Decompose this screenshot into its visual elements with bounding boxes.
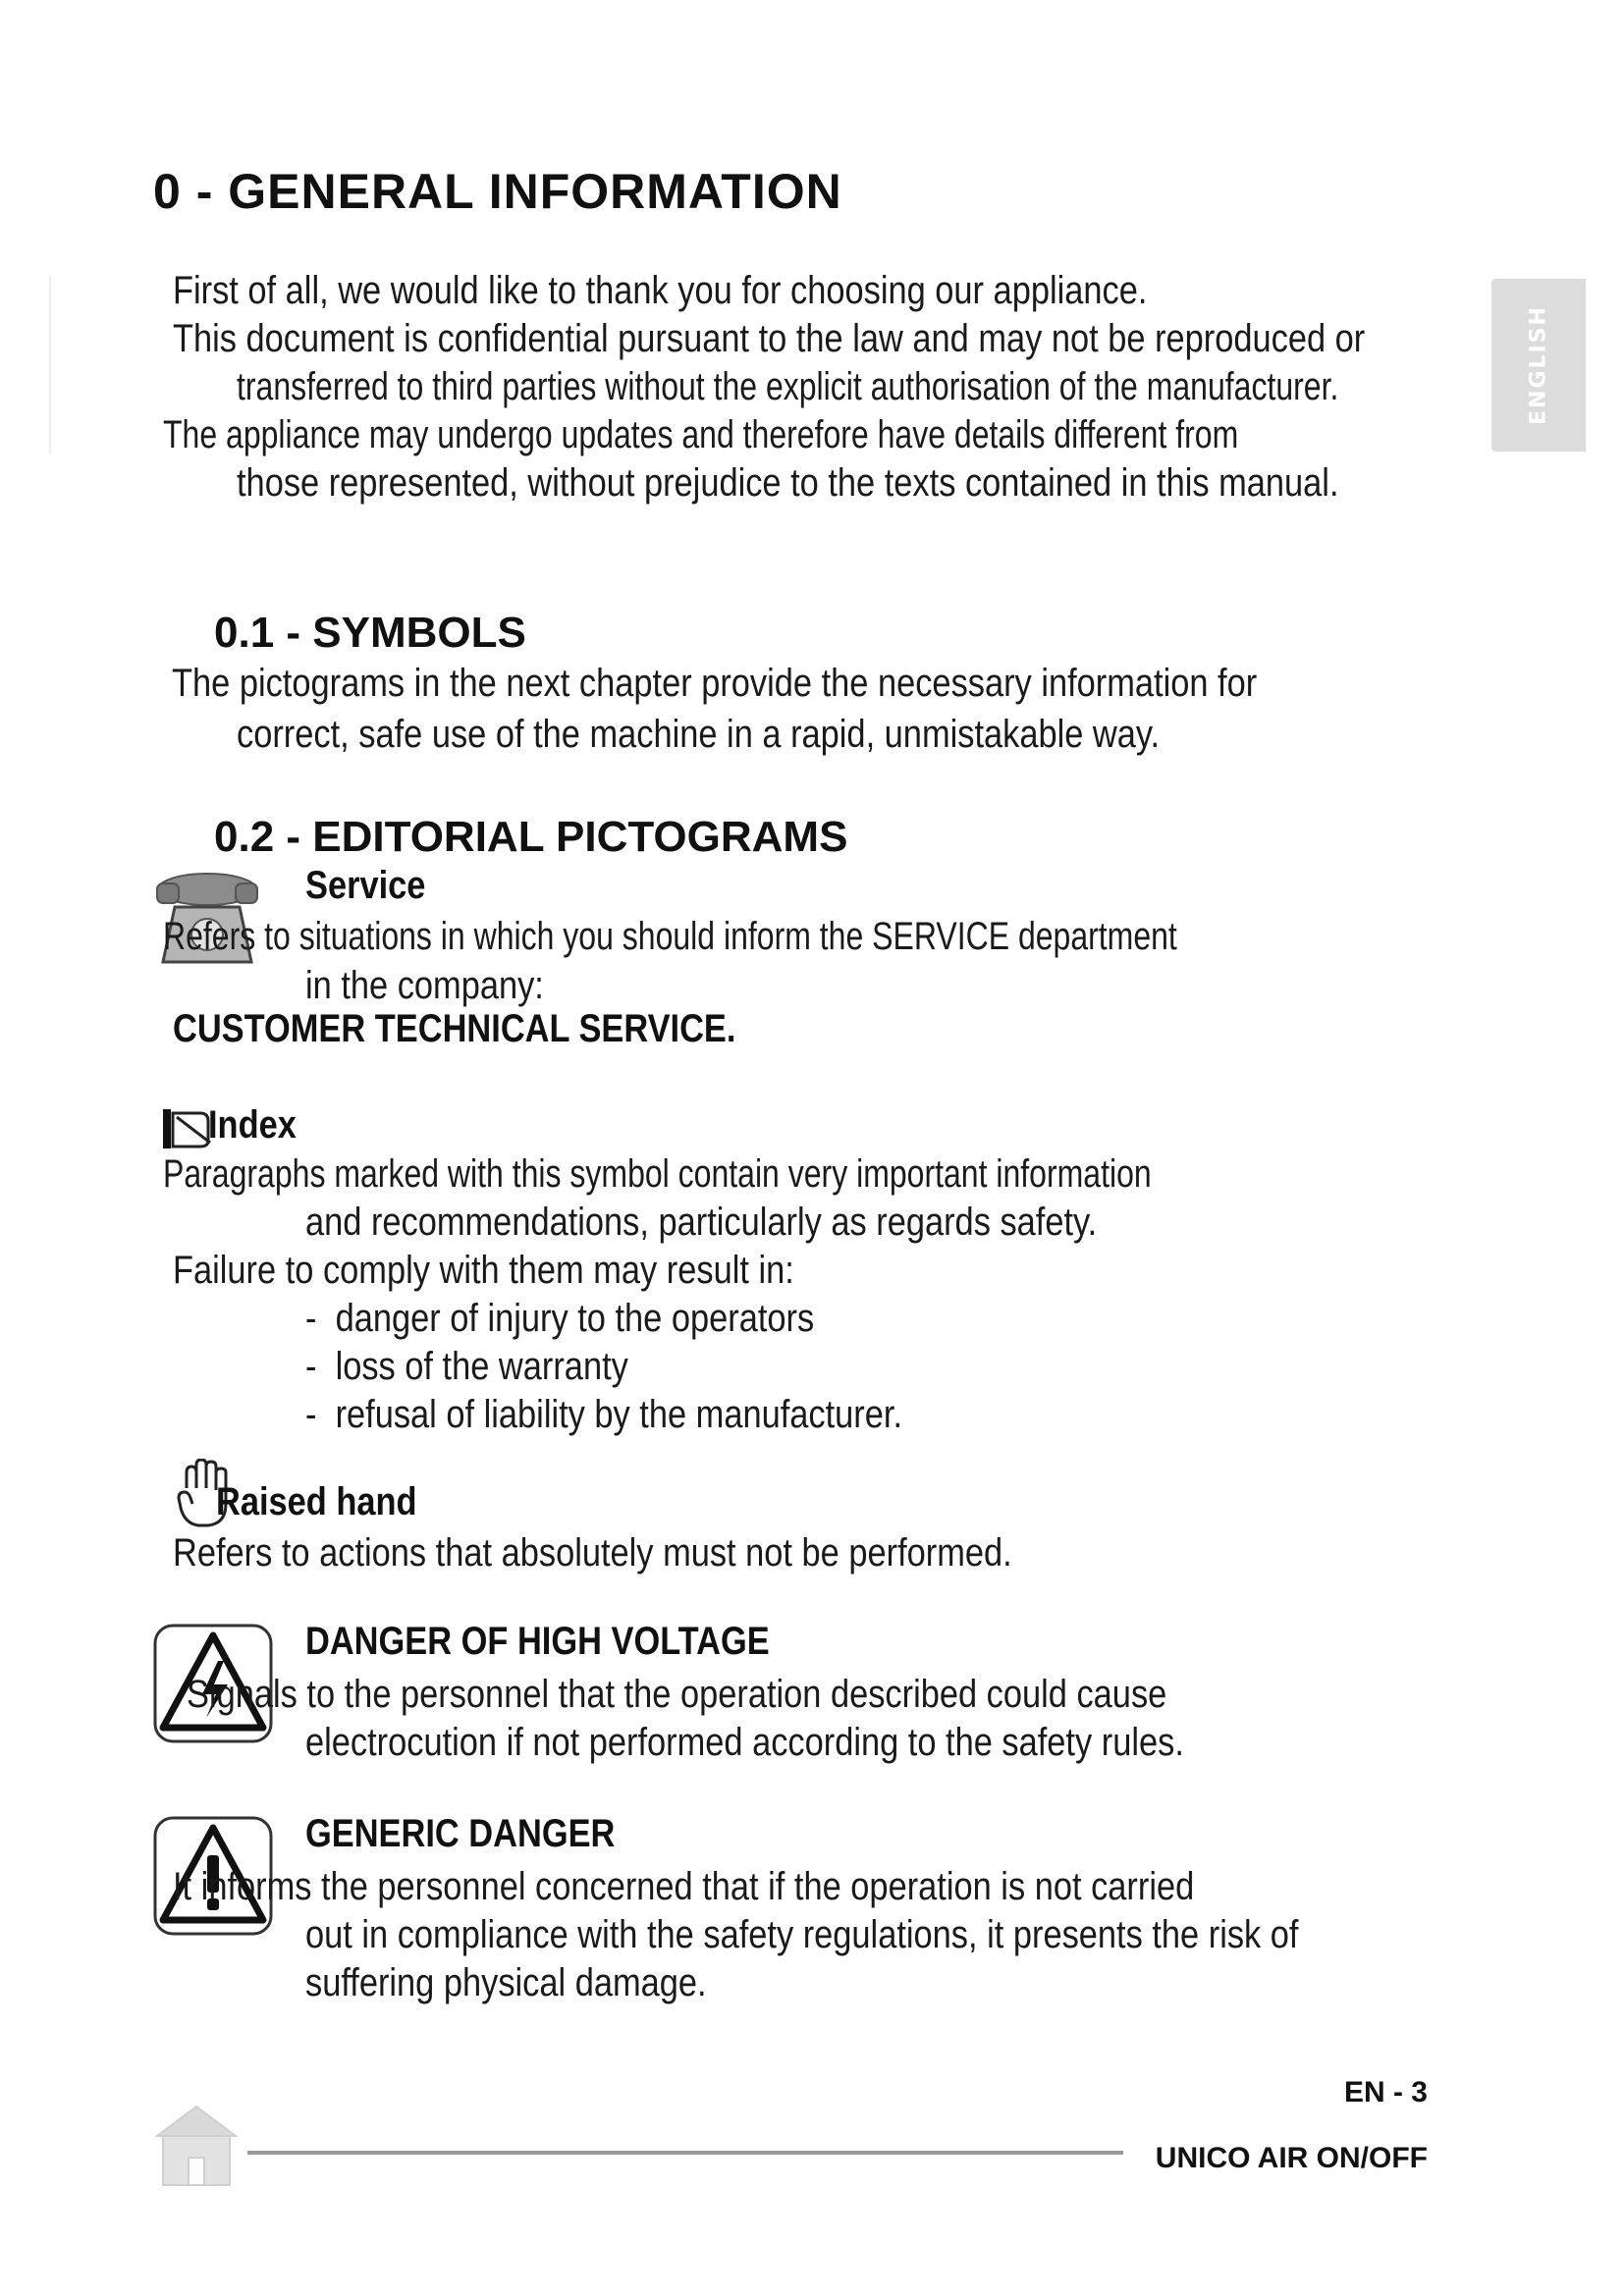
intro-line-2: This document is confidential pursuant to the law and may not be reproduced or bbox=[173, 317, 1366, 360]
service-line-2: in the company: bbox=[305, 964, 544, 1007]
high-voltage-line-1: Signals to the personnel that the operation described could cause bbox=[187, 1673, 1167, 1716]
intro-line-1: First of all, we would like to thank you for choosing our appliance. bbox=[173, 269, 1148, 312]
intro-line-3: transferred to third parties without the explicit authorisation of the manufacturer. bbox=[237, 365, 1339, 408]
page-title: 0 - GENERAL INFORMATION bbox=[153, 164, 842, 219]
raised-hand-title: Raised hand bbox=[216, 1480, 417, 1523]
intro-line-5: those represented, without prejudice to the texts contained in this manual. bbox=[237, 461, 1339, 505]
service-emphasis: CUSTOMER TECHNICAL SERVICE. bbox=[173, 1007, 736, 1050]
index-line-3: Failure to comply with them may result in: bbox=[173, 1249, 794, 1292]
section-heading-pictograms: 0.2 - EDITORIAL PICTOGRAMS bbox=[214, 813, 848, 861]
service-title: Service bbox=[305, 864, 426, 907]
model-name: UNICO AIR ON/OFF bbox=[1155, 2142, 1428, 2174]
index-bullet-2: - loss of the warranty bbox=[305, 1345, 628, 1388]
bullet-text: danger of injury to the operators bbox=[335, 1297, 815, 1340]
intro-line-4: The appliance may undergo updates and therefore have details different from bbox=[163, 413, 1239, 456]
page-number: EN - 3 bbox=[1343, 2076, 1428, 2109]
footer-divider bbox=[247, 2151, 1123, 2155]
generic-danger-title: GENERIC DANGER bbox=[305, 1812, 616, 1855]
generic-danger-line-1: It informs the personnel concerned that if the operation is not carried bbox=[173, 1865, 1195, 1908]
generic-danger-line-2: out in compliance with the safety regulations, it presents the risk of bbox=[305, 1913, 1299, 1956]
service-line-1: Refers to situations in which you should inform the SERVICE department bbox=[163, 915, 1177, 958]
index-line-2: and recommendations, particularly as regards safety. bbox=[305, 1201, 1098, 1244]
raised-hand-line-1: Refers to actions that absolutely must not be performed. bbox=[173, 1531, 1012, 1575]
home-icon[interactable] bbox=[155, 2103, 238, 2187]
margin-mark bbox=[49, 277, 51, 454]
index-line-1: Paragraphs marked with this symbol contain very important information bbox=[163, 1152, 1152, 1196]
index-bullet-1: - danger of injury to the operators bbox=[305, 1297, 815, 1340]
high-voltage-line-2: electrocution if not performed according to the safety rules. bbox=[305, 1721, 1184, 1764]
generic-danger-line-3: suffering physical damage. bbox=[305, 1961, 707, 2004]
language-tab-label: ENGLISH bbox=[1526, 305, 1551, 425]
language-tab[interactable] bbox=[1491, 279, 1586, 452]
index-title: Index bbox=[208, 1103, 297, 1147]
high-voltage-title: DANGER OF HIGH VOLTAGE bbox=[305, 1620, 770, 1663]
bullet-text: loss of the warranty bbox=[335, 1345, 628, 1388]
symbols-line-2: correct, safe use of the machine in a rapid, unmistakable way. bbox=[237, 713, 1161, 756]
symbols-line-1: The pictograms in the next chapter provide the necessary information for bbox=[172, 662, 1258, 705]
section-heading-symbols: 0.1 - SYMBOLS bbox=[214, 609, 526, 657]
index-bullet-3: - refusal of liability by the manufacturer. bbox=[305, 1393, 903, 1436]
bullet-text: refusal of liability by the manufacturer. bbox=[335, 1393, 903, 1436]
